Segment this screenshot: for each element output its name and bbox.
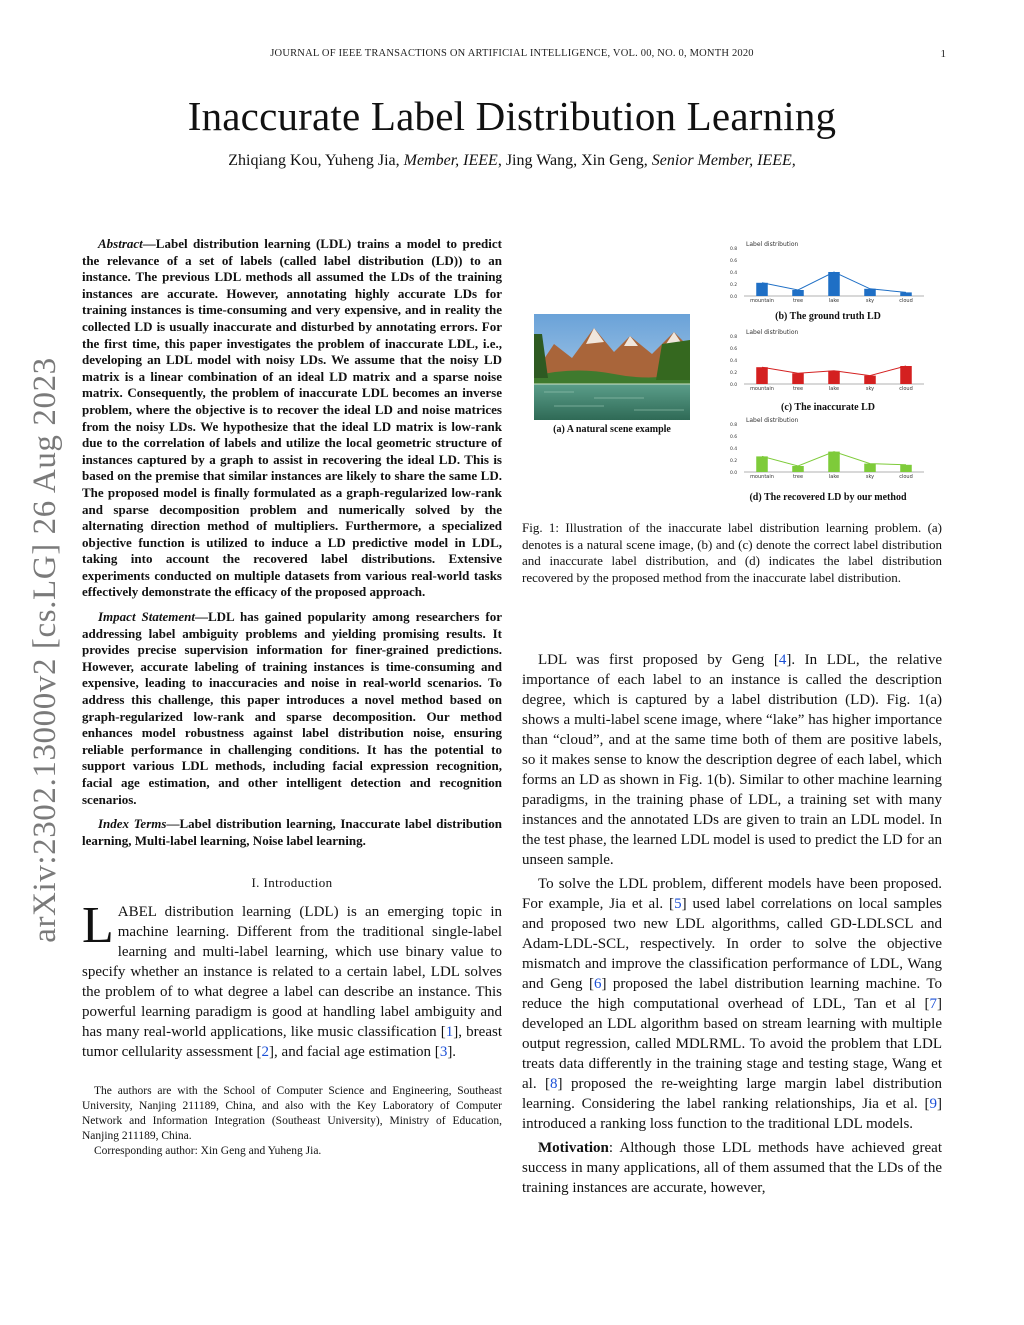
abstract	[82, 236, 502, 849]
bar	[900, 292, 912, 296]
intro-paragraph	[82, 896, 502, 1062]
y-tick-label: 0.6	[730, 435, 738, 440]
y-tick-label: 0.8	[730, 423, 738, 428]
footnote	[82, 1084, 502, 1159]
x-tick-label: lake	[828, 474, 840, 480]
citation-link[interactable]: 9	[929, 1096, 937, 1112]
author-role-1: Member, IEEE	[403, 152, 498, 169]
citation-link[interactable]: 6	[593, 976, 602, 992]
bar	[792, 466, 804, 472]
intro-text-a: ABEL distribution learning (LDL) is an emerging topic in machine learning. Different from the traditional single-label learning and multi-label learning, which use binary value to specify whether an instance is related to a certain label, LDL solves the problem of to what degree a label can describe an instance. This powerful learning paradigm is good at handling label ambiguity and has many real-world applications, like music classification [	[82, 903, 502, 1040]
motivation-label: Motivation	[538, 1140, 609, 1156]
bar	[864, 289, 876, 296]
text: ] used label correlations on local samples and proposed two new LDL algorithms, called GD-LDLSCL and Adam-LDL-SCL, respectively. In order to solve the objective mismatch and improve the classification performance of LDL, Wang and Geng [	[522, 896, 942, 992]
citation-link[interactable]: 8	[550, 1076, 558, 1092]
chart-recovered	[728, 416, 928, 484]
text: To solve the LDL problem, different models have been proposed. For example, Jia et al. [	[522, 876, 942, 912]
chart-ground-truth	[728, 240, 928, 308]
bar	[900, 465, 912, 472]
x-tick-label: lake	[828, 298, 840, 304]
x-tick-label: tree	[792, 386, 804, 392]
citation-link[interactable]: 1	[445, 1023, 454, 1040]
y-tick-label: 0.4	[730, 359, 738, 364]
paragraph-ldl-models	[522, 874, 942, 1134]
bar	[792, 290, 804, 296]
y-tick-label: 0.4	[730, 271, 738, 276]
impact-label: Impact Statement	[98, 609, 195, 625]
x-tick-label: cloud	[899, 474, 913, 480]
running-head: JOURNAL OF IEEE TRANSACTIONS ON ARTIFICIAL INTELLIGENCE, VOL. 00, NO. 0, MONTH 2020	[270, 48, 754, 59]
citation-link[interactable]: 3	[439, 1043, 448, 1060]
y-tick-label: 0.2	[730, 459, 738, 464]
arxiv-stamp[interactable]: arXiv:2302.13000v2 [cs.LG] 26 Aug 2023	[27, 357, 63, 943]
chart-title: Label distribution	[746, 329, 799, 336]
drop-cap: L	[82, 896, 114, 954]
y-tick-label: 0.4	[730, 447, 738, 452]
index-terms-label: Index Terms	[98, 816, 167, 832]
paper-title: Inaccurate Label Distribution Learning	[187, 93, 837, 139]
figure-caption: Fig. 1: Illustration of the inaccurate label distribution learning problem. (a) denotes is a natural scene image, (b) and (c) denote the correct label distribution and inaccurate label distribution, and (d) indicates the label distribution recovered by the proposed method from the inaccurate label distribution.	[522, 520, 942, 585]
bar	[864, 376, 876, 384]
index-terms-text: —Label distribution learning, Inaccurate label distribution learning, Multi-label learning, Noise label learning.	[82, 816, 502, 848]
subcaption-c: (c) The inaccurate LD	[781, 402, 875, 413]
bar	[828, 371, 840, 384]
x-tick-label: tree	[792, 474, 804, 480]
x-tick-label: mountain	[750, 474, 774, 480]
right-column	[522, 650, 942, 1198]
impact-text: —LDL has gained popularity among researchers for addressing label ambiguity problems and yielding promising results. It provides precise supervision information for finer-grained predictions. However, accurate labeling of training instances is time-consuming and expensive, leading to inaccuracies and noise in real-world scenarios. To address this challenge, this paper introduces a novel method based on graph-regularized low-rank and sparse decomposition. Our method enhances model robustness against label distribution noise, ensuring reliable performance in challenging conditions. It has the potential to support various LDL methods, including facial expression recognition, facial age estimation, and other intelligent detection and recognition scenarios.	[82, 609, 503, 807]
author-role-2: Senior Member, IEEE,	[651, 152, 796, 169]
intro-text-d: ].	[447, 1043, 457, 1060]
bar	[828, 452, 840, 472]
y-tick-label: 0.8	[730, 335, 738, 340]
text: : Although those LDL methods have achieved great success in many applications, all of them assumed that the LDs of the training instances are accurate, however,	[522, 1140, 942, 1196]
x-tick-label: mountain	[750, 386, 774, 392]
y-tick-label: 0.2	[730, 283, 738, 288]
page-number: 1	[940, 48, 946, 60]
bar	[756, 456, 768, 472]
scene-image	[534, 314, 690, 420]
bar	[828, 272, 840, 296]
text: ] developed an LDL algorithm based on stream learning with multiple output regression, called MDLRML. To avoid the problem that LDL treats data differently in the training stage and testing stage, Wang et al. [	[522, 996, 942, 1092]
abstract-text: —Label distribution learning (LDL) trains a model to predict the relevance of a set of labels (called label distribution (LD)) to an instance. The previous LDL methods all assumed the LDs of the training instances are accurate. However, annotating highly accurate LDs for training instances is time-consuming and very expensive, and in reality the collected LD is usually inaccurate and disturbed by annotating errors. For the first time, this paper investigates the problem of inaccurate LDL, i.e., developing an LDL model with noisy LDs. We assume that the noisy LD matrix is a linear combination of an ideal LD matrix and a sparse noise matrix. Consequently, the problem of inaccurate LDL becomes an inverse problem, where the objective is to recover the ideal LD and noise matrices from the noisy LDs. We hypothesize that the ideal LD matrix is low-rank due to the correlation of labels and utilize the local geometric structure of instances captured by a graph to assist in recovering the ideal LD. This is based on the premise that similar instances are likely to share the same LD. The proposed model is finally formulated as a graph-regularized low-rank and sparse decomposition problem and numerically solved by the alternating direction method of multipliers. Furthermore, a specialized objective function is utilized to induce a LD predictive model in LDL, taking into account the recovered label distributions. Extensive experiments conducted on multiple datasets from various real-world tasks effectively demonstrate the efficacy of the proposed approach.	[82, 236, 502, 600]
chart-title: Label distribution	[746, 417, 799, 424]
text: ]. In LDL, the relative importance of each label to an instance is called the description degree, which is captured by a label distribution (LD). Fig. 1(a) shows a multi-label scene image, where “lake” has higher importance than “cloud”, and at the same time both of them are positive labels, so it makes sense to know the description degree of each label, which forms an LD as shown in Fig. 1(b). Similar to other machine learning paradigms, in the training phase of LDL, a training set with many instances and the annotated LDs are given to train an LDL model. In the test phase, the learned LDL model is used to predict the LD for an unseen sample.	[522, 652, 942, 868]
author-line	[0, 152, 1024, 170]
x-tick-label: lake	[828, 386, 840, 392]
x-tick-label: cloud	[899, 298, 913, 304]
y-tick-label: 0.0	[730, 295, 738, 300]
subcaption-b: (b) The ground truth LD	[775, 311, 881, 322]
section-heading-introduction: I. Introduction	[251, 875, 333, 891]
y-tick-label: 0.0	[730, 383, 738, 388]
bar	[864, 464, 876, 472]
bar	[900, 366, 912, 384]
bar	[792, 373, 804, 384]
y-tick-label: 0.6	[730, 347, 738, 352]
footnote-affiliation: The authors are with the School of Computer Science and Engineering, Southeast University, Nanjing 211189, China, and also with the Key Laboratory of Computer Network and Information Integration (Southeast University), Ministry of Education, Nanjing 211189, China.	[82, 1084, 502, 1142]
x-tick-label: tree	[792, 298, 804, 304]
x-tick-label: sky	[865, 474, 875, 480]
bar	[756, 283, 768, 296]
subcaption-a: (a) A natural scene example	[553, 424, 671, 435]
text: ] introduced a ranking loss function to the traditional LDL models.	[522, 1096, 942, 1132]
text: ] proposed the label distribution learning machine. To reduce the high computational overhead of LDL, Tan et al [	[522, 976, 942, 1012]
footnote-corresponding: Corresponding author: Xin Geng and Yuheng Jia.	[94, 1144, 322, 1157]
x-tick-label: cloud	[899, 386, 913, 392]
chart-title: Label distribution	[746, 241, 799, 248]
intro-text-c: ], and facial age estimation [	[269, 1043, 440, 1060]
intro-text-b: ], breast tumor cellularity assessment [	[82, 1023, 502, 1060]
citation-link[interactable]: 4	[778, 652, 787, 668]
citation-link[interactable]: 5	[674, 896, 682, 912]
x-tick-label: sky	[865, 298, 875, 304]
y-tick-label: 0.8	[730, 247, 738, 252]
paragraph-motivation	[522, 1138, 942, 1198]
x-tick-label: mountain	[750, 298, 774, 304]
x-tick-label: sky	[865, 386, 875, 392]
left-column	[82, 236, 502, 1159]
text: ] proposed the re-weighting large margin label distribution learning. Considering the label ranking relationships, Jia et al. [	[522, 1076, 942, 1112]
bar	[756, 367, 768, 384]
y-tick-label: 0.2	[730, 371, 738, 376]
author-names-1: Zhiqiang Kou, Yuheng Jia,	[228, 152, 404, 169]
paragraph-ldl-origin	[522, 650, 942, 870]
y-tick-label: 0.6	[730, 259, 738, 264]
text: LDL was first proposed by Geng [	[538, 652, 779, 668]
citation-link[interactable]: 2	[261, 1043, 270, 1060]
citation-link[interactable]: 7	[929, 996, 937, 1012]
author-names-2: , Jing Wang, Xin Geng,	[497, 152, 652, 169]
chart-inaccurate	[728, 328, 928, 396]
abstract-label: Abstract	[98, 236, 143, 251]
subcaption-d: (d) The recovered LD by our method	[749, 492, 907, 503]
y-tick-label: 0.0	[730, 471, 738, 476]
